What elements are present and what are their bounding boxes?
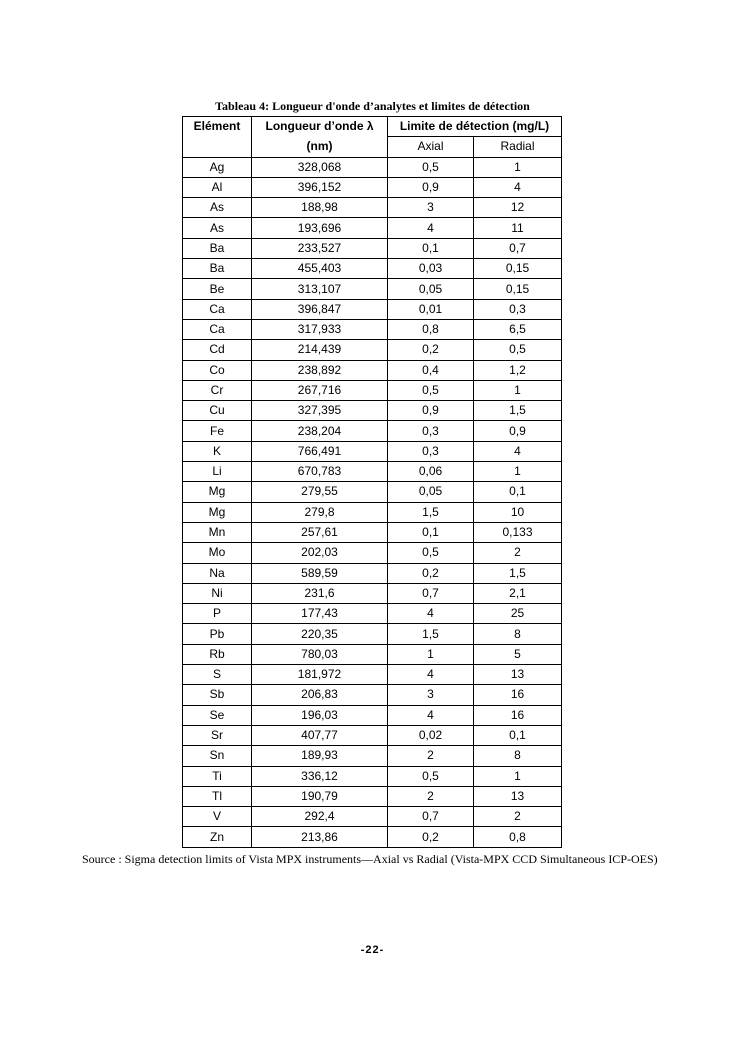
cell-wavelength: 279,55 [252, 482, 388, 502]
cell-axial: 0,2 [388, 563, 474, 583]
cell-wavelength: 313,107 [252, 279, 388, 299]
cell-radial: 4 [474, 177, 562, 197]
cell-element: Cd [183, 340, 252, 360]
table-row [183, 238, 562, 258]
cell-wavelength: 231,6 [252, 583, 388, 603]
cell-radial: 5 [474, 644, 562, 664]
cell-axial: 0,01 [388, 299, 474, 319]
table-row [183, 502, 562, 522]
cell-axial: 0,5 [388, 543, 474, 563]
cell-wavelength: 214,439 [252, 340, 388, 360]
cell-axial: 4 [388, 705, 474, 725]
cell-axial: 0,5 [388, 157, 474, 177]
cell-radial: 8 [474, 746, 562, 766]
cell-axial: 3 [388, 198, 474, 218]
cell-radial: 13 [474, 786, 562, 806]
cell-radial: 6,5 [474, 319, 562, 339]
table-row [183, 319, 562, 339]
cell-element: Pb [183, 624, 252, 644]
cell-axial: 1,5 [388, 624, 474, 644]
cell-wavelength: 396,847 [252, 299, 388, 319]
cell-element: As [183, 218, 252, 238]
cell-element: Sn [183, 746, 252, 766]
cell-axial: 0,9 [388, 401, 474, 421]
cell-element: Mg [183, 482, 252, 502]
page-number: -22- [360, 944, 385, 956]
cell-axial: 0,3 [388, 441, 474, 461]
cell-element: Mo [183, 543, 252, 563]
cell-element: Rb [183, 644, 252, 664]
cell-axial: 0,4 [388, 360, 474, 380]
table-row [183, 624, 562, 644]
cell-wavelength: 213,86 [252, 827, 388, 847]
cell-radial: 13 [474, 665, 562, 685]
cell-radial: 0,7 [474, 238, 562, 258]
table-row [183, 766, 562, 786]
cell-element: V [183, 807, 252, 827]
cell-radial: 12 [474, 198, 562, 218]
cell-wavelength: 202,03 [252, 543, 388, 563]
cell-axial: 0,2 [388, 340, 474, 360]
cell-axial: 2 [388, 746, 474, 766]
cell-element: Zn [183, 827, 252, 847]
cell-wavelength: 206,83 [252, 685, 388, 705]
cell-axial: 0,3 [388, 421, 474, 441]
cell-wavelength: 766,491 [252, 441, 388, 461]
cell-wavelength: 279,8 [252, 502, 388, 522]
table-row [183, 786, 562, 806]
table-row [183, 218, 562, 238]
cell-radial: 2 [474, 543, 562, 563]
cell-wavelength: 238,892 [252, 360, 388, 380]
cell-axial: 2 [388, 786, 474, 806]
cell-wavelength: 189,93 [252, 746, 388, 766]
header-detection-limit: Limite de détection (mg/L) [388, 117, 562, 137]
cell-wavelength: 336,12 [252, 766, 388, 786]
table-row [183, 340, 562, 360]
cell-element: K [183, 441, 252, 461]
table-row [183, 177, 562, 197]
cell-axial: 4 [388, 604, 474, 624]
table-row [183, 380, 562, 400]
cell-element: S [183, 665, 252, 685]
cell-wavelength: 267,716 [252, 380, 388, 400]
cell-element: Sb [183, 685, 252, 705]
cell-wavelength: 181,972 [252, 665, 388, 685]
cell-wavelength: 190,79 [252, 786, 388, 806]
cell-radial: 16 [474, 705, 562, 725]
cell-radial: 8 [474, 624, 562, 644]
cell-wavelength: 396,152 [252, 177, 388, 197]
header-wavelength-unit: (nm) [252, 137, 388, 157]
cell-axial: 0,5 [388, 380, 474, 400]
cell-radial: 0,3 [474, 299, 562, 319]
cell-axial: 0,7 [388, 807, 474, 827]
cell-radial: 0,9 [474, 421, 562, 441]
cell-axial: 0,8 [388, 319, 474, 339]
cell-element: Ti [183, 766, 252, 786]
cell-radial: 11 [474, 218, 562, 238]
cell-element: Fe [183, 421, 252, 441]
cell-wavelength: 233,527 [252, 238, 388, 258]
cell-radial: 10 [474, 502, 562, 522]
cell-radial: 1,2 [474, 360, 562, 380]
cell-radial: 1 [474, 380, 562, 400]
cell-radial: 1,5 [474, 563, 562, 583]
cell-axial: 0,9 [388, 177, 474, 197]
cell-element: Ca [183, 299, 252, 319]
cell-element: Tl [183, 786, 252, 806]
cell-axial: 0,05 [388, 279, 474, 299]
table-row [183, 198, 562, 218]
cell-element: Cr [183, 380, 252, 400]
cell-radial: 0,1 [474, 482, 562, 502]
table-row [183, 360, 562, 380]
header-radial: Radial [474, 137, 562, 157]
table-row [183, 279, 562, 299]
cell-wavelength: 317,933 [252, 319, 388, 339]
cell-wavelength: 196,03 [252, 705, 388, 725]
table-row [183, 421, 562, 441]
cell-axial: 1,5 [388, 502, 474, 522]
table-row [183, 482, 562, 502]
cell-axial: 0,7 [388, 583, 474, 603]
cell-axial: 0,06 [388, 462, 474, 482]
source-note: Source : Sigma detection limits of Vista MPX instruments—Axial vs Radial (Vista-MPX CCD Simultaneous ICP-OES) [82, 852, 658, 866]
cell-wavelength: 407,77 [252, 725, 388, 745]
cell-element: Se [183, 705, 252, 725]
cell-radial: 0,1 [474, 725, 562, 745]
cell-element: As [183, 198, 252, 218]
header-row-1 [183, 117, 562, 137]
cell-radial: 0,15 [474, 259, 562, 279]
table-row [183, 604, 562, 624]
table-row [183, 644, 562, 664]
cell-element: Be [183, 279, 252, 299]
cell-element: Mn [183, 522, 252, 542]
table-row [183, 157, 562, 177]
cell-axial: 4 [388, 218, 474, 238]
cell-element: Ag [183, 157, 252, 177]
cell-wavelength: 193,696 [252, 218, 388, 238]
cell-element: Ba [183, 259, 252, 279]
cell-wavelength: 177,43 [252, 604, 388, 624]
cell-element: P [183, 604, 252, 624]
table-row [183, 685, 562, 705]
table-title: Tableau 4: Longueur d'onde d’analytes et limites de détection [215, 99, 530, 113]
cell-element: Ca [183, 319, 252, 339]
table-row [183, 259, 562, 279]
cell-radial: 25 [474, 604, 562, 624]
cell-radial: 0,5 [474, 340, 562, 360]
cell-element: Li [183, 462, 252, 482]
cell-axial: 3 [388, 685, 474, 705]
table-row [183, 665, 562, 685]
cell-element: Cu [183, 401, 252, 421]
table-body [183, 157, 562, 847]
cell-element: Sr [183, 725, 252, 745]
cell-axial: 0,2 [388, 827, 474, 847]
table-row [183, 543, 562, 563]
table-row [183, 563, 562, 583]
cell-element: Co [183, 360, 252, 380]
cell-wavelength: 238,204 [252, 421, 388, 441]
cell-element: Ni [183, 583, 252, 603]
table-row [183, 807, 562, 827]
cell-radial: 1 [474, 157, 562, 177]
cell-element: Ba [183, 238, 252, 258]
cell-axial: 0,03 [388, 259, 474, 279]
cell-wavelength: 220,35 [252, 624, 388, 644]
cell-wavelength: 327,395 [252, 401, 388, 421]
cell-wavelength: 670,783 [252, 462, 388, 482]
cell-axial: 0,1 [388, 522, 474, 542]
cell-radial: 0,15 [474, 279, 562, 299]
cell-wavelength: 455,403 [252, 259, 388, 279]
cell-radial: 16 [474, 685, 562, 705]
cell-radial: 1 [474, 462, 562, 482]
table-row [183, 441, 562, 461]
cell-radial: 1,5 [474, 401, 562, 421]
cell-axial: 4 [388, 665, 474, 685]
table-row [183, 746, 562, 766]
header-axial: Axial [388, 137, 474, 157]
detection-limits-table [182, 116, 562, 848]
cell-radial: 4 [474, 441, 562, 461]
table-row [183, 299, 562, 319]
cell-wavelength: 589,59 [252, 563, 388, 583]
cell-axial: 0,05 [388, 482, 474, 502]
cell-radial: 1 [474, 766, 562, 786]
cell-wavelength: 188,98 [252, 198, 388, 218]
cell-axial: 0,02 [388, 725, 474, 745]
table-row [183, 522, 562, 542]
header-wavelength: Longueur d’onde λ [252, 117, 388, 137]
cell-element: Na [183, 563, 252, 583]
cell-radial: 2 [474, 807, 562, 827]
table-row [183, 583, 562, 603]
cell-radial: 2,1 [474, 583, 562, 603]
table-row [183, 705, 562, 725]
header-element: Elément [183, 117, 252, 158]
cell-radial: 0,8 [474, 827, 562, 847]
table-row [183, 725, 562, 745]
cell-wavelength: 328,068 [252, 157, 388, 177]
cell-axial: 0,1 [388, 238, 474, 258]
cell-element: Al [183, 177, 252, 197]
cell-wavelength: 257,61 [252, 522, 388, 542]
cell-axial: 0,5 [388, 766, 474, 786]
table-row [183, 462, 562, 482]
cell-element: Mg [183, 502, 252, 522]
table-row [183, 401, 562, 421]
cell-axial: 1 [388, 644, 474, 664]
table-row [183, 827, 562, 847]
cell-radial: 0,133 [474, 522, 562, 542]
cell-wavelength: 292,4 [252, 807, 388, 827]
cell-wavelength: 780,03 [252, 644, 388, 664]
